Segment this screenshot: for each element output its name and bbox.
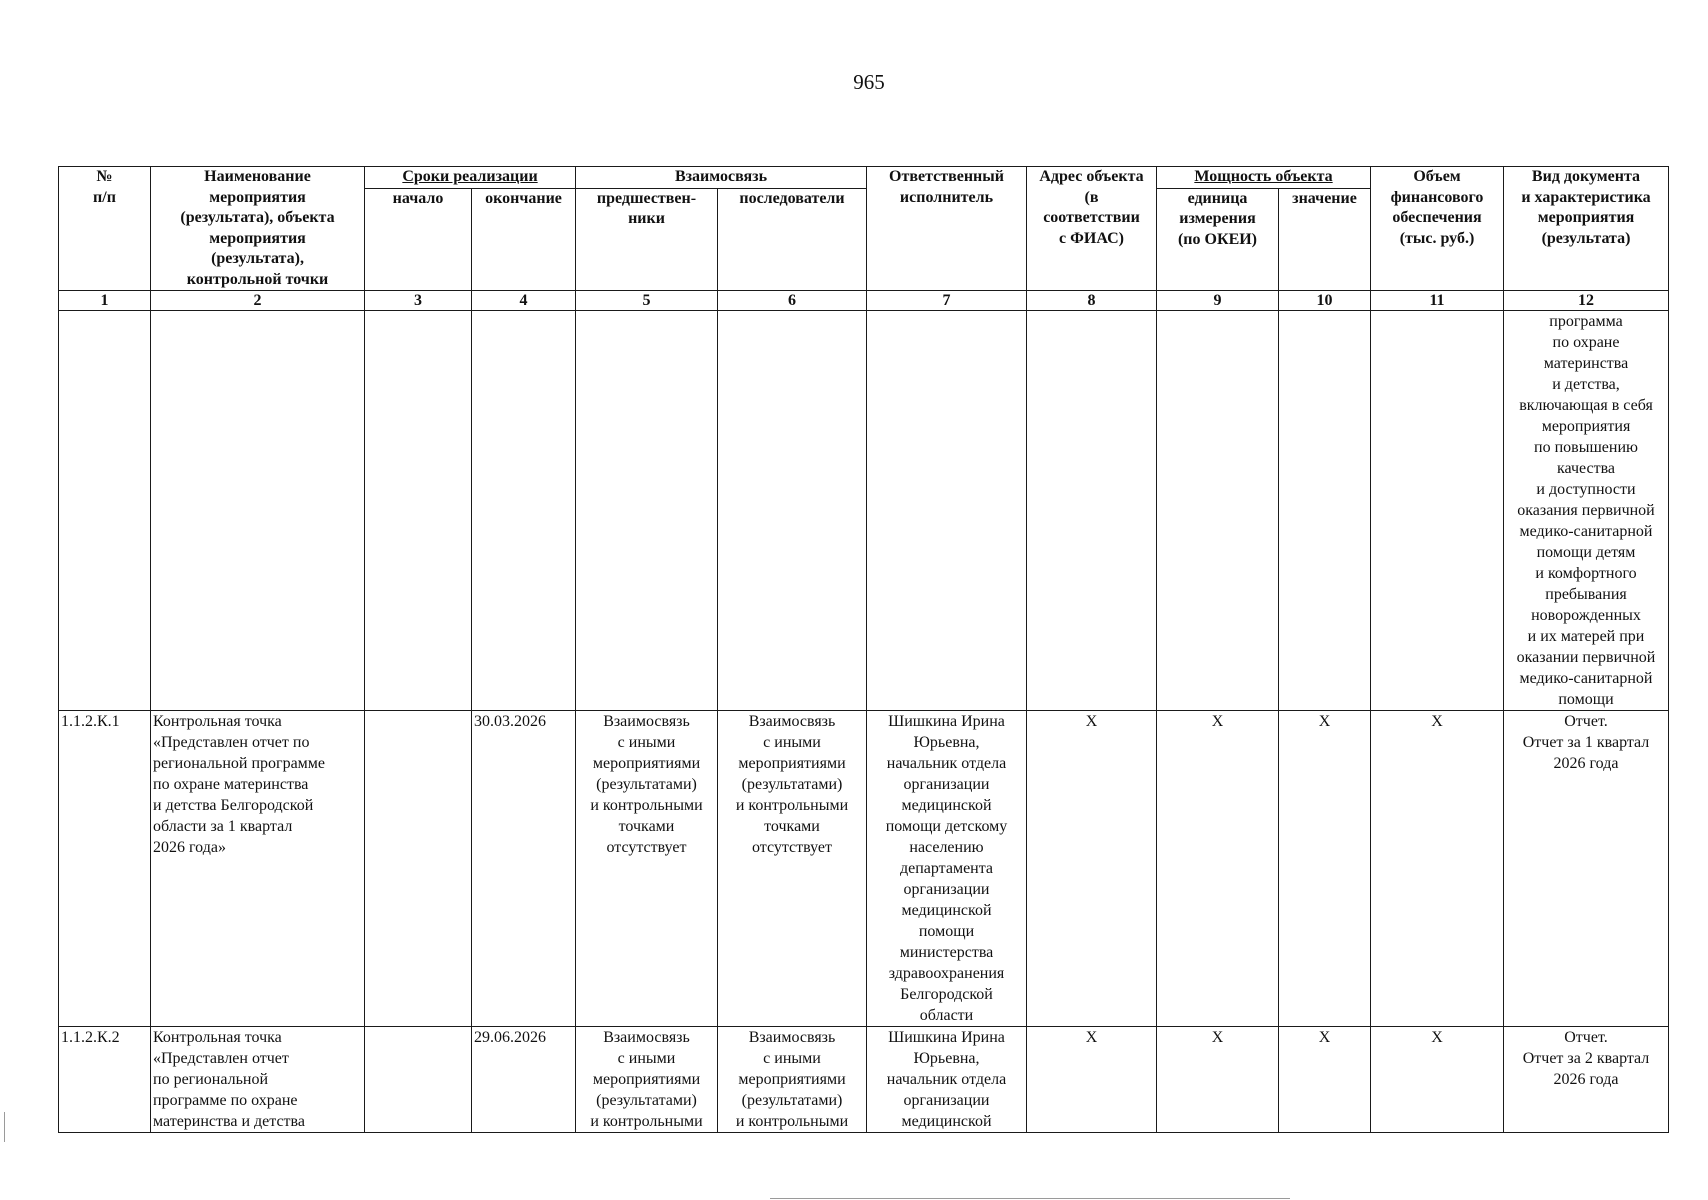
cell-start [365, 1027, 472, 1133]
cell-end: 30.03.2026 [472, 711, 576, 1027]
cell-start [365, 711, 472, 1027]
column-number: 10 [1279, 291, 1371, 311]
header-capacity-value: значение [1279, 188, 1371, 290]
column-number: 8 [1027, 291, 1157, 311]
cell-successors: Взаимосвязь с иными мероприятиями (результатами) и контрольными [718, 1027, 867, 1133]
header-capacity-group: Мощность объекта [1157, 167, 1371, 189]
header-funding: Объем финансового обеспечения (тыс. руб.) [1371, 167, 1504, 291]
header-name: Наименование мероприятия (результата), объекта мероприятия (результата), контрольной точки [151, 167, 365, 291]
cell-num: 1.1.2.К.2 [59, 1027, 151, 1133]
column-numbers-row [59, 291, 1669, 311]
header-responsible: Ответственный исполнитель [867, 167, 1027, 291]
column-number: 2 [151, 291, 365, 311]
header-capacity-unit: единица измерения (по ОКЕИ) [1157, 188, 1279, 290]
column-number: 5 [576, 291, 718, 311]
cell-name: Контрольная точка «Представлен отчет по региональной программе по охране материнства и детства [151, 1027, 365, 1133]
cell-end: 29.06.2026 [472, 1027, 576, 1133]
column-number: 12 [1504, 291, 1669, 311]
cell-address: X [1027, 711, 1157, 1027]
header-address: Адрес объекта (в соответствии с ФИАС) [1027, 167, 1157, 291]
page-number: 965 [853, 70, 885, 94]
empty-cell [472, 311, 576, 711]
cell-value: X [1279, 711, 1371, 1027]
cell-funding: X [1371, 711, 1504, 1027]
empty-cell [365, 311, 472, 711]
table-row [59, 711, 1669, 1027]
cell-address: X [1027, 1027, 1157, 1133]
cell-successors: Взаимосвязь с иными мероприятиями (результатами) и контрольными точками отсутствует [718, 711, 867, 1027]
column-number: 1 [59, 291, 151, 311]
cell-document: программа по охране материнства и детства, включающая в себя мероприятия по повышению качества и доступности оказания первичной медико-санитарной помощи детям и комфортного пребывания новорожденных и их матерей при оказании первичной медико-санитарной помощи [1504, 311, 1669, 711]
header-link-predecessors: предшествен- ники [576, 188, 718, 290]
column-number: 6 [718, 291, 867, 311]
scan-artifact-line [770, 1198, 1290, 1199]
cell-value: X [1279, 1027, 1371, 1133]
header-link-successors: последователи [718, 188, 867, 290]
cell-num: 1.1.2.К.1 [59, 711, 151, 1027]
empty-cell [151, 311, 365, 711]
cell-predecessors: Взаимосвязь с иными мероприятиями (результатами) и контрольными [576, 1027, 718, 1133]
table-header [59, 167, 1669, 291]
scan-artifact-line [4, 1112, 5, 1142]
empty-cell [59, 311, 151, 711]
cell-document: Отчет. Отчет за 2 квартал 2026 года [1504, 1027, 1669, 1133]
cell-unit: X [1157, 711, 1279, 1027]
implementation-plan-table [58, 166, 1669, 1133]
header-dates-end: окончание [472, 188, 576, 290]
header-dates-group: Сроки реализации [365, 167, 576, 189]
cell-document: Отчет. Отчет за 1 квартал 2026 года [1504, 711, 1669, 1027]
column-number: 3 [365, 291, 472, 311]
header-link-group: Взаимосвязь [576, 167, 867, 189]
table-row [59, 1027, 1669, 1133]
header-document: Вид документа и характеристика мероприятия (результата) [1504, 167, 1669, 291]
cell-responsible: Шишкина Ирина Юрьевна, начальник отдела организации медицинской [867, 1027, 1027, 1133]
continuation-row [59, 311, 1669, 711]
column-number: 7 [867, 291, 1027, 311]
empty-cell [1279, 311, 1371, 711]
empty-cell [867, 311, 1027, 711]
cell-unit: X [1157, 1027, 1279, 1133]
header-dates-start: начало [365, 188, 472, 290]
cell-predecessors: Взаимосвязь с иными мероприятиями (результатами) и контрольными точками отсутствует [576, 711, 718, 1027]
empty-cell [1371, 311, 1504, 711]
cell-responsible: Шишкина Ирина Юрьевна, начальник отдела организации медицинской помощи детскому населению департамента организации медицинской помощи министерства здравоохранения Белгородской области [867, 711, 1027, 1027]
column-number: 11 [1371, 291, 1504, 311]
header-num: № п/п [59, 167, 151, 291]
empty-cell [1157, 311, 1279, 711]
empty-cell [1027, 311, 1157, 711]
empty-cell [576, 311, 718, 711]
cell-name: Контрольная точка «Представлен отчет по региональной программе по охране материнства и детства Белгородской области за 1 квартал 2026 года» [151, 711, 365, 1027]
empty-cell [718, 311, 867, 711]
column-number: 4 [472, 291, 576, 311]
column-number: 9 [1157, 291, 1279, 311]
cell-funding: X [1371, 1027, 1504, 1133]
